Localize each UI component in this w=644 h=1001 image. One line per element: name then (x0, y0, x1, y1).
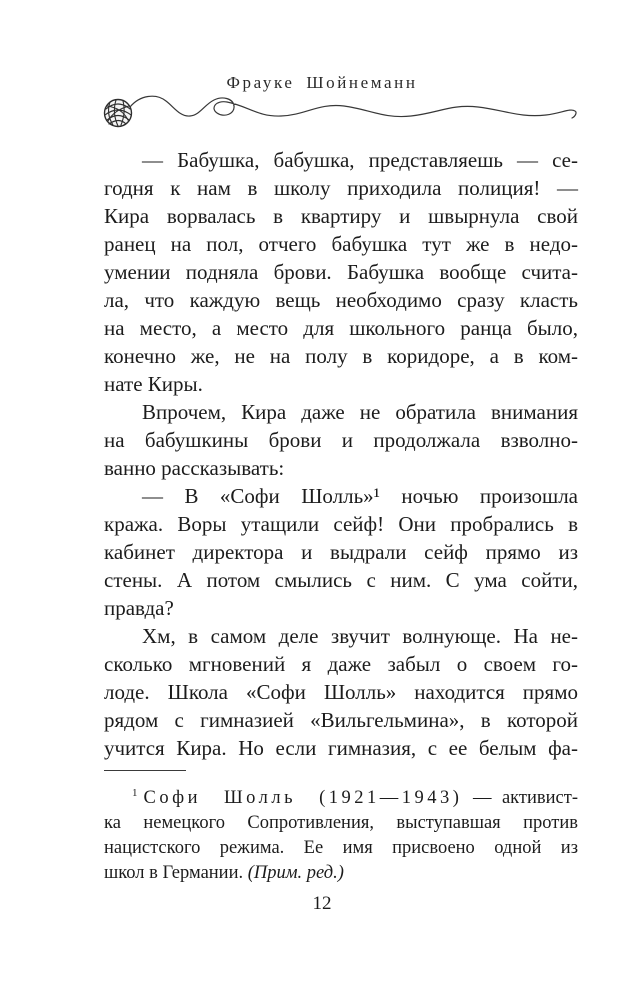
text-line: нате Киры. (104, 372, 203, 396)
text-line: кабинет директора и выдрали сейф прямо из (104, 540, 578, 564)
paragraph (104, 146, 578, 398)
text-line: на бабушкины брови и продолжала взволно- (104, 428, 578, 452)
text-line: лоде. Школа «Софи Шолль» находится прямо (104, 680, 578, 704)
paragraph (104, 622, 578, 762)
footnote-line: нацистского режима. Ее имя присвоено одной из (104, 838, 578, 858)
paragraph (104, 398, 578, 482)
footnote-editor-note: (Прим. ред.) (247, 863, 344, 883)
page-number: 12 (312, 893, 332, 914)
page-text (104, 146, 578, 762)
text-line: ванно рассказывать: (104, 456, 285, 480)
paragraph (104, 482, 578, 622)
yarn-ball-icon (105, 100, 132, 127)
footnote-line (104, 781, 578, 811)
text-line: учится Кира. Но если гимназия, с ее белым фа- (104, 736, 578, 760)
text-line: — Бабушка, бабушка, представляешь — се- (142, 148, 578, 172)
footnote-name-spaced: Софи Шолль (1921—1943) (143, 788, 463, 808)
text-line: рядом с гимназией «Вильгельмина», в которой (104, 708, 578, 732)
text-line: Кира ворвалась в квартиру и швырнула свой (104, 204, 578, 228)
text-line: умении подняла брови. Бабушка вообще счита- (104, 260, 578, 284)
text-line: — В «Софи Шолль»¹ ночью произошла (142, 484, 578, 508)
text-line: годня к нам в школу приходила полиция! — (104, 176, 578, 200)
text-line: ла, что каждую вещь необходимо сразу класть (104, 288, 578, 312)
text-line: Впрочем, Кира даже не обратила внимания (142, 400, 578, 424)
footnote-marker: 1 (132, 787, 138, 799)
footnote-text: — активист- (462, 788, 578, 808)
footnote (104, 781, 578, 886)
text-line: конечно же, не на полу в коридоре, а в ком- (104, 344, 578, 368)
text-line: сколько мгновений я даже забыл о своем го- (104, 652, 578, 676)
yarn-ball-squiggle-decoration (96, 93, 588, 145)
thread-squiggle (130, 96, 576, 118)
text-line: на место, а место для школьного ранца было, (104, 316, 578, 340)
footnote-line (104, 861, 578, 886)
text-line: ранец на пол, отчего бабушка тут же в недо- (104, 232, 578, 256)
footnote-text: школ в Германии. (104, 863, 248, 883)
footnote-separator (104, 770, 186, 771)
text-line: Хм, в самом деле звучит волнующе. На не- (142, 624, 578, 648)
text-line: кража. Воры утащили сейф! Они пробрались в (104, 512, 578, 536)
footnote-line: ка немецкого Сопротивления, выступавшая против (104, 813, 578, 833)
text-line: правда? (104, 596, 174, 620)
text-line: стены. А потом смылись с ним. С ума сойти, (104, 568, 578, 592)
running-header-author: Фрауке Шойнеманн (226, 73, 418, 92)
